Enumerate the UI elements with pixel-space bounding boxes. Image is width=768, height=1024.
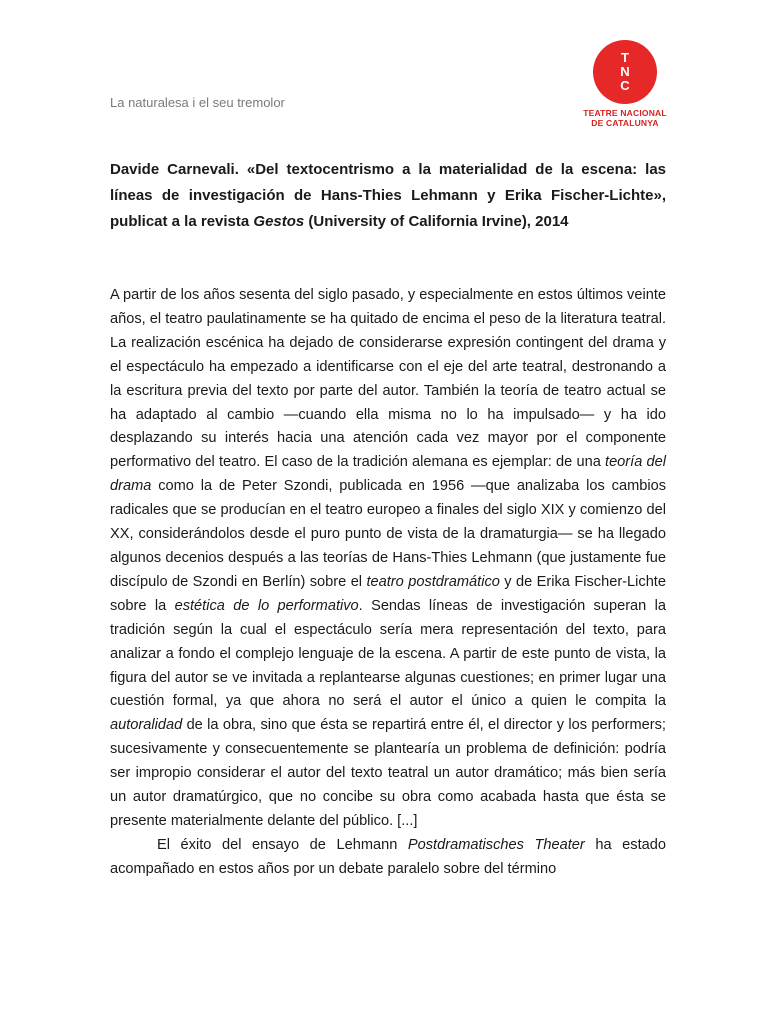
p1-em4: autoralidad	[110, 717, 183, 734]
logo-text-line2: DE CATALUNYA	[591, 118, 659, 128]
p2-s2: ha estado acompañado en estos años por un debate paralelo sobre del término	[110, 836, 666, 877]
p1-s4: . Sendas líneas de investigación superan la tradición según la cual el espectáculo sería mera representación del texto, para analizar a fondo el complejo lenguaje de la escena. A partir de este punto de vista, la figura del autor se ve invitada a replantearse algunas cuestiones; en primer lugar una cuestión formal, ya que ahora no será el autor el único a quien le compita la	[110, 597, 667, 710]
paragraph-2	[110, 834, 666, 882]
running-header: La naturalesa i el seu tremolor	[110, 95, 285, 110]
logo-letter-c: C	[620, 78, 630, 93]
p1-s2: como la de Peter Szondi, publicada en 1956 —que analizaba los cambios radicales que se producían en el teatro europeo a finales del siglo XIX y comienzo del XX, considerándolos desde el puro punto de vista de la dramaturgia— se ha llegado algunos decenios después a las teorías de Hans-Thies Lehmann (que justamente fue discípulo de Szondi en Berlín) sobre el	[110, 478, 666, 590]
p1-s3: y de Erika Fischer-Lichte sobre la	[110, 573, 666, 614]
logo-circle-icon	[593, 40, 657, 104]
logo-letter-t: T	[621, 50, 629, 65]
title-part2: (University of California Irvine), 2014	[304, 213, 569, 230]
logo-text	[580, 108, 670, 128]
title-part1: Davide Carnevali. «Del textocentrismo a la materialidad de la escena: las líneas de investigación de Hans-Thies Lehmann y Erika Fischer-Lichte», publicat a la revista	[110, 161, 666, 230]
p1-s5: de la obra, sino que ésta se repartirá entre él, el director y los performers; sucesivamente y consecuentemente se plantearía un problema de definición: podría ser impropio considerar el autor del texto teatral un autor dramático; más bien sería un autor dramatúrgico, que no concibe su obra como acabada hasta que ésta se presente materialmente delante del público. [...]	[110, 717, 666, 829]
title-journal: Gestos	[253, 213, 305, 230]
p1-em2: teatro postdramático	[366, 573, 500, 590]
logo-text-line1: TEATRE NACIONAL	[583, 108, 667, 118]
logo-letter-n: N	[620, 64, 630, 79]
body-text	[110, 284, 666, 882]
p2-s1: El éxito del ensayo de Lehmann	[157, 836, 408, 853]
tnc-logo	[580, 40, 670, 128]
p1-em1: teoría del drama	[110, 454, 667, 495]
p1-s1: A partir de los años sesenta del siglo pasado, y especialmente en estos últimos veinte años, el teatro paulatinamente se ha quitado de encima el peso de la literatura teatral. La realización escénica ha dejado de considerarse expresión contingent del drama y el espectáculo ha empezado a identificarse con el eje del arte teatral, destronando a la escritura previa del texto por parte del autor. También la teoría de teatro actual se ha adaptado al cambio —cuando ella misma no lo ha impulsado— y ha ido desplazando su interés hacia una atención cada vez mayor por el componente performativo del teatro. El caso de la tradición alemana es ejemplar: de una	[110, 287, 666, 471]
p2-em1: Postdramatisches Theater	[407, 836, 585, 853]
paragraph-1	[110, 284, 666, 834]
article-title	[110, 157, 666, 235]
p1-em3: estética de lo performativo	[174, 597, 359, 614]
